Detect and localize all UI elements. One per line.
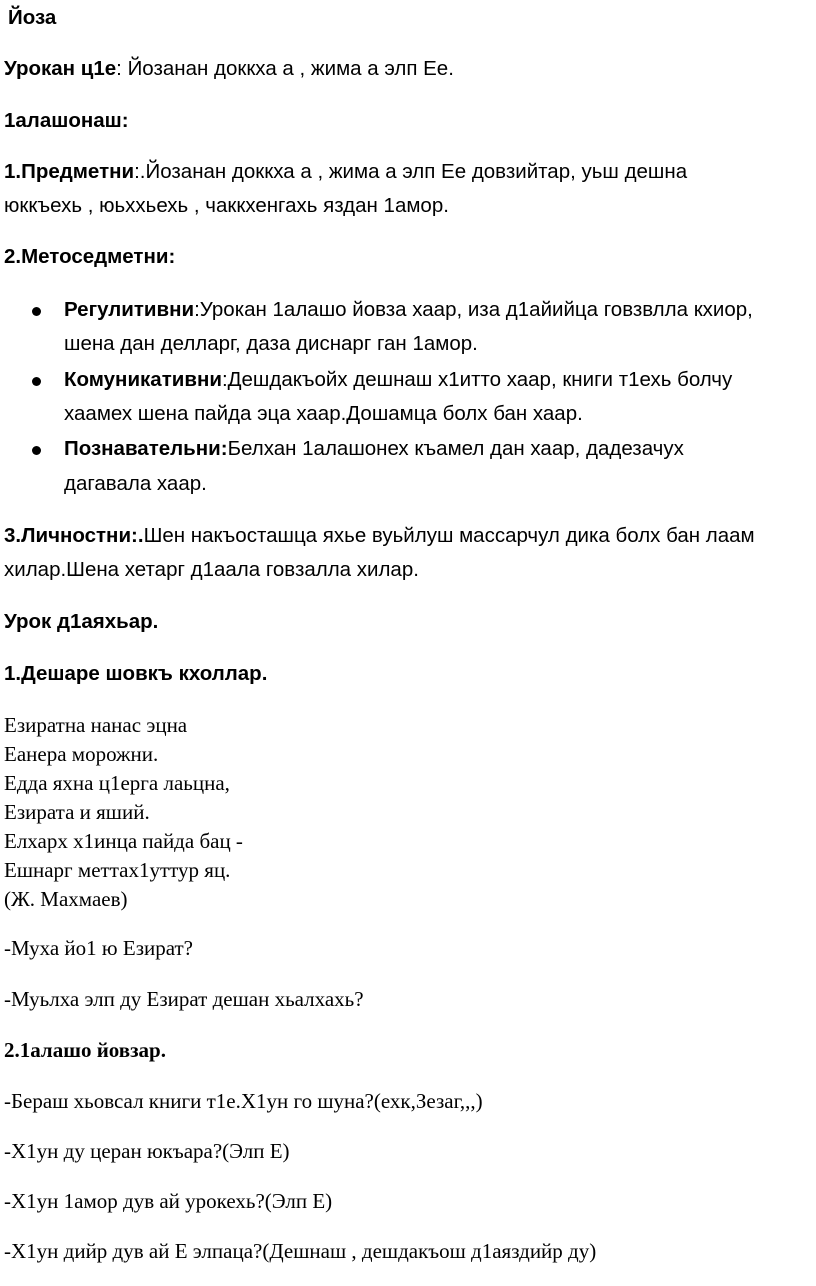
bullet-communicative-line-1: Комуникативни:Дешдакъойх дешнаш х1итто хаар, книги т1ехь болчу (64, 368, 733, 391)
lesson-goal: Урокан ц1е: Йозанан доккха а , жима а элп Ее. (4, 57, 454, 80)
question-line: -Х1ун ду церан юкъара?(Элп Е) (4, 1139, 290, 1163)
bullet-communicative-line-2: хаамех шена пайда эца хаар.Дошамца болх бан хаар. (64, 402, 583, 425)
step-1-heading: 1.Дешаре шовкъ кхоллар. (4, 662, 268, 685)
step-2-heading: 2.1алашо йовзар. (4, 1038, 166, 1062)
bullet-regulative-line-2: шена дан делларг, даза диснарг ган 1амор. (64, 332, 478, 355)
subject-line-1: 1.Предметни:.Йозанан доккха а , жима а элп Ее довзийтар, уьш дешна (4, 160, 688, 183)
tasks-heading: 1алашонаш: (4, 109, 129, 132)
question-line: -Муьлха элп ду Езират дешан хьалхахь? (4, 987, 364, 1011)
lesson-course-heading: Урок д1аяхьар. (4, 610, 159, 633)
personal-line-1: 3.Личностни:.Шен накъосташца яхье вуьйлуш массарчул дика болх бан лаам (4, 524, 755, 547)
question-line: -Х1ун дийр дув ай Е элпаца?(Дешнаш , дешдакъош д1аяздийр ду) (4, 1239, 597, 1263)
bullet-cognitive-line-2: дагавала хаар. (64, 472, 207, 495)
question-line: -Бераш хьовсал книги т1е.Х1ун го шуна?(ехк,Зезаг,,,) (4, 1089, 483, 1113)
subject-line-2: юккъехь , юьххьехь , чаккхенгахь яздан 1амор. (4, 194, 449, 217)
poem-line: Ешнарг меттах1уттур яц. (4, 858, 231, 882)
bullet-icon (32, 446, 41, 455)
bullet-cognitive-line-1: Познавательни:Белхан 1алашонех къамел дан хаар, дадезачух (64, 437, 684, 460)
poem-author: (Ж. Махмаев) (4, 887, 128, 911)
bullet-icon (32, 307, 41, 316)
bullet-icon (32, 377, 41, 386)
personal-line-2: хилар.Шена хетарг д1аала говзалла хилар. (4, 558, 419, 581)
metasubject-heading: 2.Метоседметни: (4, 245, 176, 268)
poem-line: Еанера морожни. (4, 742, 159, 766)
poem-line: Елхарх х1инца пайда бац - (4, 829, 243, 853)
poem-line: Езирата и яший. (4, 800, 150, 824)
question-line: -Муха йо1 ю Езират? (4, 936, 193, 960)
doc-title: Йоза (8, 6, 57, 29)
bullet-regulative-line-1: Регулитивни:Урокан 1алашо йовза хаар, иза д1айийца говзвлла кхиор, (64, 298, 753, 321)
poem-line: Едда яхна ц1ерга лаьцна, (4, 771, 230, 795)
poem-line: Езиратна нанас эцна (4, 713, 188, 737)
question-line: -Х1ун 1амор дув ай урокехь?(Элп Е) (4, 1189, 333, 1213)
